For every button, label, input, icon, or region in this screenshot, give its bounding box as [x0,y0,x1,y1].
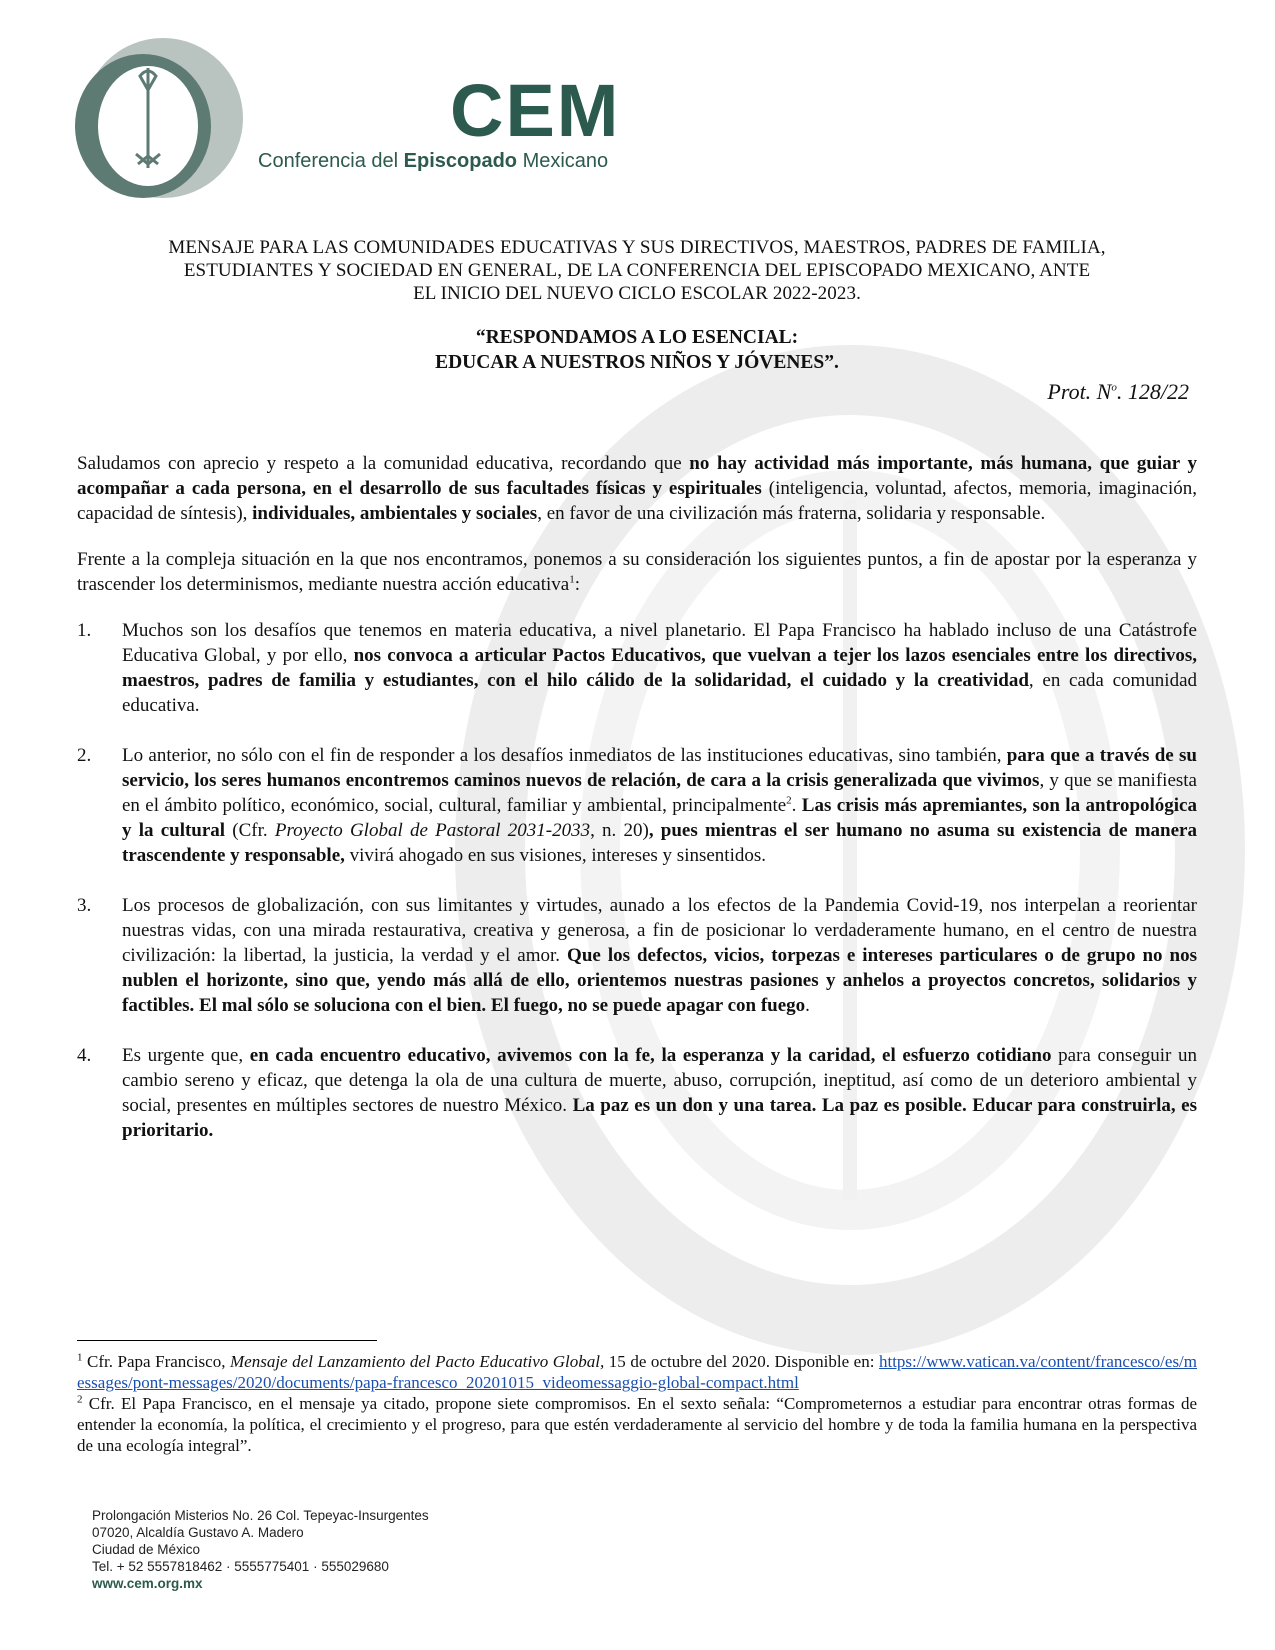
item-number: 1. [77,620,92,641]
numbered-points-list [77,618,1197,1143]
footnote-2: $^2$ Cfr. El Papa Francisco, en el mensaje ya citado, propone siete compromisos. En el sexto señala: “Comprometernos a estudiar para encontrar otras formas de entender la economía, la política, el crecimiento y el progreso, para que estén verdaderamente al servicio del hombre y de toda la familia humana en la perspectiva de una ecología integral”. [77,1393,1197,1455]
list-item: 1. Muchos son los desafíos que tenemos en materia educativa, a nivel planetario. El Papa Francisco ha hablado incluso de una Catástrofe Educativa Global, y por ello, nos convoca a articular Pactos Educativos, que vuelvan a tejer los lazos esenciales entre los directivos, maestros, padres de familia y estudiantes, con el hilo cálido de la solidaridad, el cuidado y la creatividad, en cada comunidad educativa. [77,620,1198,716]
address-footer [92,1507,429,1592]
document-title: “RESPONDAMOS A LO ESENCIAL: EDUCAR A NUESTROS NIÑOS Y JÓVENES”. [435,327,839,373]
protocol-number: Prot. $N^o$. 128/22 [1047,379,1189,404]
address-line: Prolongación Misterios No. 26 Col. Tepeyac-Insurgentes [92,1508,429,1523]
item-number: 3. [77,895,92,916]
item-number: 4. [77,1045,92,1066]
brand-initials: CEM [450,69,621,152]
footnote-1: $^1$ Cfr. Papa Francisco, Mensaje del Lanzamiento del Pacto Educativo Global, 15 de octubre del 2020. Disponible en: https://www.vatican.va/content/francesco/es/messages/pont-messages/2020/documents/papa-francesco_20201015_videomessaggio-global-compact.html [77,1351,1198,1392]
footnote-ref[interactable]: 1 [569,573,575,586]
document-heading: MENSAJE PARA LAS COMUNIDADES EDUCATIVAS Y SUS DIRECTIVOS, MAESTROS, PADRES DE FAMILIA, ESTUDIANTES Y SOCIEDAD EN GENERAL, DE LA CONFERENCIA DEL EPISCOPADO MEXICANO, ANTE EL INICIO DEL NUEVO CICLO ESCOLAR 2022-2023. [168,237,1106,304]
footnote-ref[interactable]: 2 [786,794,792,807]
address-line: Ciudad de México [92,1542,201,1557]
document-body [77,236,1197,1168]
context-paragraph: Frente a la compleja situación en la que nos encontramos, ponemos a su consideración los siguientes puntos, a fin de apostar por la esperanza y trascender los determinismos, mediante nuestra acción educativa$^1$: [77,549,1197,595]
cem-emblem-icon [68,38,248,198]
footnote-divider [77,1340,377,1341]
address-line: 07020, Alcaldía Gustavo A. Madero [92,1525,304,1540]
vatican-link[interactable]: https://www.vatican.va/content/francesco/es/messages/pont-messages/2020/documents/papa-francesco_20201015_videomessaggio-global-compact.html [77,1352,1198,1392]
list-item: 4. Es urgente que, en cada encuentro educativo, avivemos con la fe, la esperanza y la caridad, el esfuerzo cotidiano para conseguir un cambio sereno y eficaz, que detenga la ola de una cultura de muerte, abuso, corrupción, ineptitud, así como de un deterioro ambiental y social, presentes en múltiples sectores de nuestro México. La paz es un don y una tarea. La paz es posible. Educar para construirla, es prioritario. [77,1045,1198,1141]
list-item: 3. Los procesos de globalización, con sus limitantes y virtudes, aunado a los efectos de la Pandemia Covid-19, nos interpelan a reorientar nuestras vidas, con una mirada restaurativa, creativa y generosa, a fin de posicionar lo verdaderamente humano, en el centro de nuestra civilización: la libertad, la justicia, la verdad y el amor. Que los defectos, vicios, torpezas e intereses particulares o de grupo no nos nublen el horizonte, sino que, yendo más allá de ello, orientemos nuestras pasiones y anhelos a proyectos concretos, solidarios y factibles. El mal sólo se soluciona con el bien. El fuego, no se puede apagar con fuego. [77,895,1197,1016]
brand-full-name: Conferencia del Episcopado Mexicano [258,150,609,172]
list-item: 2. Lo anterior, no sólo con el fin de responder a los desafíos inmediatos de las instituciones educativas, sino también, para que a través de su servicio, los seres humanos encontremos caminos nuevos de relación, de cara a la crisis generalizada que vivimos, y que se manifiesta en el ámbito político, económico, social, cultural, familiar y ambiental, principalmente$^2$. Las crisis más apremiantes, son la antropológica y la cultural (Cfr. Proyecto Global de Pastoral 2031-2033, n. 20), pues mientras el ser humano no asuma su existencia de manera trascendente y responsable, vivirá ahogado en sus visiones, intereses y sinsentidos. [77,745,1197,866]
phone-line: Tel. + 52 5557818462 · 5555775401 · 555029680 [92,1559,389,1574]
intro-paragraph: Saludamos con aprecio y respeto a la comunidad educativa, recordando que no hay actividad más importante, más humana, que guiar y acompañar a cada persona, en el desarrollo de sus facultades físicas y espirituales (inteligencia, voluntad, afectos, memoria, imaginación, capacidad de síntesis), individuales, ambientales y sociales, en favor de una civilización más fraterna, solidaria y responsable. [77,453,1197,524]
website-link[interactable]: www.cem.org.mx [92,1576,203,1591]
item-number: 2. [77,745,92,766]
footnotes [77,1351,1197,1456]
